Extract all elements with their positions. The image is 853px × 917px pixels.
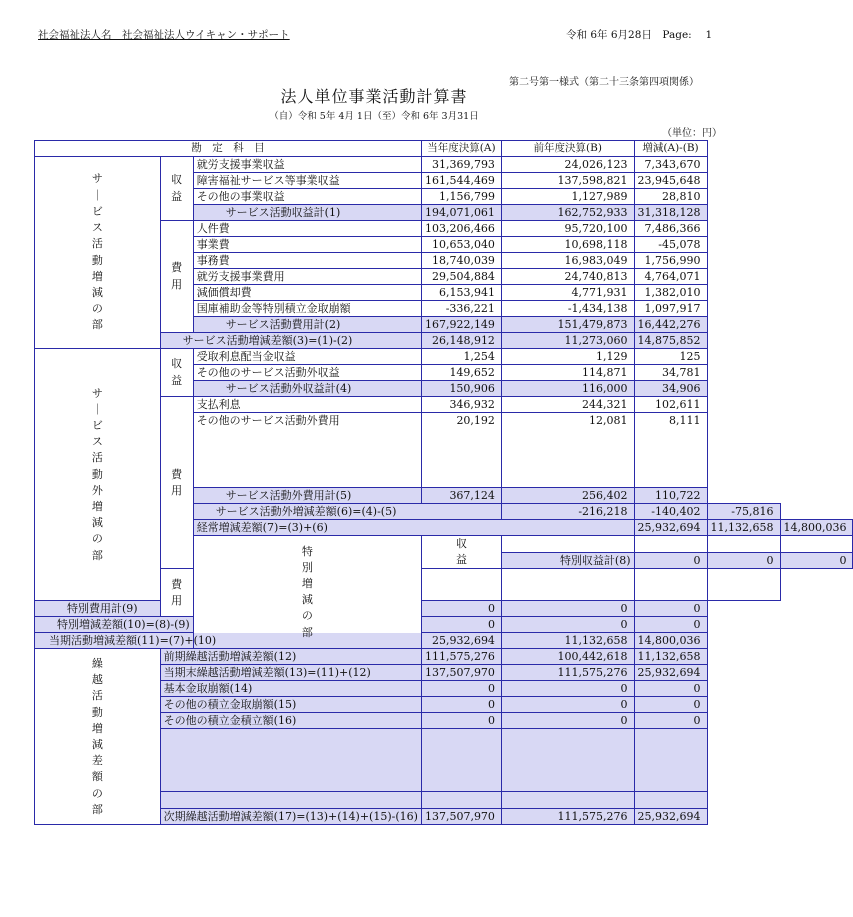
value-current: 111,575,276: [421, 649, 501, 665]
value-previous: 95,720,100: [501, 221, 634, 237]
blank-cell: [421, 569, 501, 601]
vertical-char: 外: [91, 483, 103, 497]
row-label-r22: 特別費用計(9): [35, 601, 161, 617]
table-row: [35, 601, 853, 617]
vertical-char: 増: [91, 269, 103, 283]
value-diff: 0: [780, 552, 853, 569]
vertical-char: 動: [91, 705, 103, 719]
vertical-char: 増: [91, 500, 103, 513]
value-diff: 14,875,852: [634, 333, 707, 349]
section-special: [193, 536, 421, 649]
value-diff: 34,906: [634, 381, 707, 397]
blank-cell: [634, 792, 707, 809]
value-previous: 11,273,060: [501, 333, 634, 349]
value-diff: 0: [634, 681, 707, 697]
row-label-r5: 人件費: [193, 221, 421, 237]
vertical-char: 動: [91, 253, 103, 267]
vertical-char: 別: [301, 560, 313, 574]
value-current: 6,153,941: [421, 285, 501, 301]
value-previous: -1,434,138: [501, 301, 634, 317]
vertical-char: 活: [91, 451, 103, 465]
row-label-r3: その他の事業収益: [193, 189, 421, 205]
blank-cell: [421, 792, 501, 809]
vertical-char: 減: [91, 737, 103, 751]
value-diff: 14,800,036: [780, 520, 853, 536]
vertical-char: ス: [91, 221, 103, 235]
value-previous: 24,740,813: [501, 269, 634, 285]
vertical-char: ｜: [91, 188, 103, 202]
value-previous: 244,321: [501, 397, 634, 413]
vertical-char: 減: [91, 516, 103, 530]
section-service: [35, 157, 161, 349]
value-current: 1,156,799: [421, 189, 501, 205]
vertical-char: の: [301, 609, 313, 623]
row-label-r15: サービス活動外収益計(4): [193, 381, 421, 397]
value-previous: 1,127,989: [501, 189, 634, 205]
value-current: 0: [421, 681, 501, 697]
value-previous: 0: [501, 617, 634, 633]
value-current: 103,206,466: [421, 221, 501, 237]
activity-statement-table: [34, 140, 853, 825]
value-current: 26,148,912: [421, 333, 501, 349]
value-current: -216,218: [501, 504, 634, 520]
value-current: 31,369,793: [421, 157, 501, 173]
value-diff: 8,111: [634, 413, 707, 488]
vertical-char: 増: [301, 577, 313, 590]
row-label-r23: 特別増減差額(10)=(8)-(9): [35, 617, 194, 633]
value-current: 149,652: [421, 365, 501, 381]
vertical-char: 部: [91, 548, 103, 562]
blank-cell: [160, 792, 421, 809]
vertical-char: 用: [171, 593, 183, 607]
service-expense-label: [160, 221, 193, 333]
value-diff: 110,722: [634, 488, 707, 504]
row-label-r10: 国庫補助金等特別積立金取崩額: [193, 301, 421, 317]
row-label-r6: 事業費: [193, 237, 421, 253]
value-previous: 11,132,658: [707, 520, 780, 536]
vertical-char: の: [91, 786, 103, 800]
value-previous: 116,000: [501, 381, 634, 397]
row-label-r28: その他の積立金取崩額(15): [160, 697, 421, 713]
vertical-char: ビ: [91, 204, 103, 218]
row-label-r1: 就労支援事業収益: [193, 157, 421, 173]
value-previous: 0: [707, 552, 780, 569]
blank-cell: [501, 569, 634, 601]
value-previous: 114,871: [501, 365, 634, 381]
section-nonservice: [35, 349, 161, 601]
value-diff: 34,781: [634, 365, 707, 381]
vertical-char: 益: [455, 553, 467, 567]
table-row: [35, 617, 853, 633]
vertical-char: 益: [171, 189, 183, 203]
vertical-char: 越: [91, 673, 103, 687]
row-label-r20: 経常増減差額(7)=(3)+(6): [193, 520, 634, 536]
vertical-char: 用: [171, 483, 183, 497]
row-label-r18: サービス活動外費用計(5): [193, 488, 421, 504]
row-label-r25: 前期繰越活動増減差額(12): [160, 649, 421, 665]
value-previous: 24,026,123: [501, 157, 634, 173]
value-diff: 7,343,670: [634, 157, 707, 173]
value-previous: 16,983,049: [501, 253, 634, 269]
value-previous: 1,129: [501, 349, 634, 365]
vertical-char: 特: [301, 544, 313, 558]
value-diff: 0: [634, 713, 707, 729]
value-current: 25,932,694: [634, 520, 707, 536]
print-date-page: 令和 6年 6月28日 Page: 1: [566, 29, 713, 41]
value-diff: 25,932,694: [634, 809, 707, 825]
row-label-r19: サービス活動外増減差額(6)=(4)-(5): [193, 504, 501, 520]
value-diff: 14,800,036: [634, 633, 707, 649]
value-previous: 111,575,276: [501, 665, 634, 681]
value-previous: 11,132,658: [501, 633, 634, 649]
currency-unit: （単位：円）: [662, 128, 722, 139]
row-label-r27: 基本金取崩額(14): [160, 681, 421, 697]
value-diff: -45,078: [634, 237, 707, 253]
special-revenue-label: [421, 536, 501, 569]
blank-cell: [634, 536, 707, 553]
value-diff: 0: [634, 617, 707, 633]
blank-cell: [634, 569, 707, 601]
value-current: 25,932,694: [421, 633, 501, 649]
value-diff: 25,932,694: [634, 665, 707, 681]
blank-cell: [780, 536, 853, 553]
value-current: 367,124: [421, 488, 501, 504]
vertical-char: 収: [171, 357, 183, 371]
blank-cell: [634, 729, 707, 792]
row-label-r29: その他の積立金積立額(16): [160, 713, 421, 729]
value-current: -336,221: [421, 301, 501, 317]
vertical-char: 繰: [91, 656, 103, 670]
row-label-r2: 障害福祉サービス等事業収益: [193, 173, 421, 189]
blank-cell: [501, 729, 634, 792]
vertical-char: ビ: [91, 418, 103, 432]
nonservice-revenue-label: [160, 349, 193, 397]
value-diff: 1,097,917: [634, 301, 707, 317]
value-diff: 0: [634, 697, 707, 713]
value-diff: 1,382,010: [634, 285, 707, 301]
col-diff: 増減(A)-(B): [634, 141, 707, 157]
value-current: 346,932: [421, 397, 501, 413]
value-previous: 256,402: [501, 488, 634, 504]
vertical-char: サ: [91, 172, 103, 186]
vertical-char: 額: [91, 770, 103, 784]
vertical-char: 収: [455, 537, 467, 550]
value-current: 137,507,970: [421, 665, 501, 681]
row-label-r13: 受取利息配当金収益: [193, 349, 421, 365]
row-label-r21: 特別収益計(8): [501, 552, 634, 569]
value-previous: -140,402: [634, 504, 707, 520]
vertical-char: 減: [91, 285, 103, 299]
value-current: 150,906: [421, 381, 501, 397]
page-title: 法人単位事業活動計算書: [280, 87, 468, 106]
vertical-char: 増: [91, 721, 103, 735]
value-diff: -75,816: [707, 504, 780, 520]
value-current: 0: [634, 552, 707, 569]
vertical-char: 用: [171, 277, 183, 291]
value-previous: 12,081: [501, 413, 634, 488]
vertical-char: 活: [91, 689, 103, 703]
value-diff: 7,486,366: [634, 221, 707, 237]
value-diff: 0: [634, 601, 707, 617]
value-previous: 4,771,931: [501, 285, 634, 301]
value-current: 20,192: [421, 413, 501, 488]
value-diff: 11,132,658: [634, 649, 707, 665]
header-row: [35, 141, 853, 157]
vertical-char: の: [91, 532, 103, 546]
blank-cell: [707, 536, 780, 553]
value-previous: 162,752,933: [501, 205, 634, 221]
value-diff: 125: [634, 349, 707, 365]
row-label-r8: 就労支援事業費用: [193, 269, 421, 285]
value-previous: 100,442,618: [501, 649, 634, 665]
value-current: 29,504,884: [421, 269, 501, 285]
vertical-char: 費: [171, 261, 183, 275]
vertical-char: の: [91, 302, 103, 316]
blank-cell: [421, 729, 501, 792]
value-current: 10,653,040: [421, 237, 501, 253]
form-number: 第二号第一様式（第二十三条第四項関係）: [509, 77, 699, 88]
value-previous: 151,479,873: [501, 317, 634, 333]
blank-cell: [707, 569, 780, 601]
vertical-char: 動: [91, 467, 103, 481]
vertical-char: ス: [91, 435, 103, 449]
value-previous: 0: [501, 713, 634, 729]
row-label-r9: 減価償却費: [193, 285, 421, 301]
special-expense-label: [160, 569, 193, 617]
vertical-char: 費: [171, 467, 183, 481]
value-diff: 4,764,071: [634, 269, 707, 285]
row-label-r11: サービス活動費用計(2): [193, 317, 421, 333]
row-label-r14: その他のサービス活動外収益: [193, 365, 421, 381]
value-current: 1,254: [421, 349, 501, 365]
value-current: 0: [421, 713, 501, 729]
value-previous: 0: [501, 681, 634, 697]
col-account: 勘 定 科 目: [35, 141, 422, 157]
row-label-r16: 支払利息: [193, 397, 421, 413]
value-current: 137,507,970: [421, 809, 501, 825]
value-current: 18,740,039: [421, 253, 501, 269]
value-previous: 10,698,118: [501, 237, 634, 253]
value-diff: 23,945,648: [634, 173, 707, 189]
table-row: [35, 349, 853, 365]
value-diff: 28,810: [634, 189, 707, 205]
row-label-r12: サービス活動増減差額(3)=(1)-(2): [160, 333, 421, 349]
vertical-char: 差: [91, 754, 103, 768]
row-label-r17: その他のサービス活動外費用: [193, 413, 421, 488]
vertical-char: 益: [171, 373, 183, 387]
row-label-r4: サービス活動収益計(1): [193, 205, 421, 221]
vertical-char: 費: [171, 577, 183, 591]
vertical-char: 活: [91, 237, 103, 251]
section-carry: [35, 649, 161, 825]
value-previous: 0: [501, 697, 634, 713]
value-previous: 137,598,821: [501, 173, 634, 189]
value-current: 161,544,469: [421, 173, 501, 189]
row-label-r26: 当期末繰越活動増減差額(13)=(11)+(12): [160, 665, 421, 681]
table-row: [35, 649, 853, 665]
organization-name: 社会福祉法人名 社会福祉法人ウイキャン・サポート: [38, 29, 290, 41]
row-label-r24: 当期活動増減差額(11)=(7)+(10): [35, 633, 422, 649]
value-diff: 1,756,990: [634, 253, 707, 269]
service-revenue-label: [160, 157, 193, 221]
value-diff: 31,318,128: [634, 205, 707, 221]
value-diff: 102,611: [634, 397, 707, 413]
value-current: 0: [421, 697, 501, 713]
blank-cell: [501, 536, 634, 553]
vertical-char: 減: [301, 593, 313, 607]
vertical-char: 収: [171, 173, 183, 187]
value-current: 0: [421, 601, 501, 617]
col-previous: 前年度決算(B): [501, 141, 634, 157]
blank-cell: [160, 729, 421, 792]
value-current: 194,071,061: [421, 205, 501, 221]
value-current: 167,922,149: [421, 317, 501, 333]
vertical-char: 部: [301, 625, 313, 639]
table-row: [35, 633, 853, 649]
blank-cell: [501, 792, 634, 809]
vertical-char: ｜: [91, 402, 103, 416]
vertical-char: サ: [91, 386, 103, 400]
vertical-char: 部: [91, 802, 103, 816]
value-current: 0: [421, 617, 501, 633]
fiscal-period: （自）令和 5年 4月 1日（至）令和 6年 3月31日: [269, 111, 479, 122]
row-label-r30: 次期繰越活動増減差額(17)=(13)+(14)+(15)-(16): [160, 809, 421, 825]
value-previous: 111,575,276: [501, 809, 634, 825]
nonservice-expense-label: [160, 397, 193, 569]
value-diff: 16,442,276: [634, 317, 707, 333]
table-row: [35, 157, 853, 173]
row-label-r7: 事務費: [193, 253, 421, 269]
vertical-char: 部: [91, 318, 103, 332]
col-current: 当年度決算(A): [421, 141, 501, 157]
value-previous: 0: [501, 601, 634, 617]
